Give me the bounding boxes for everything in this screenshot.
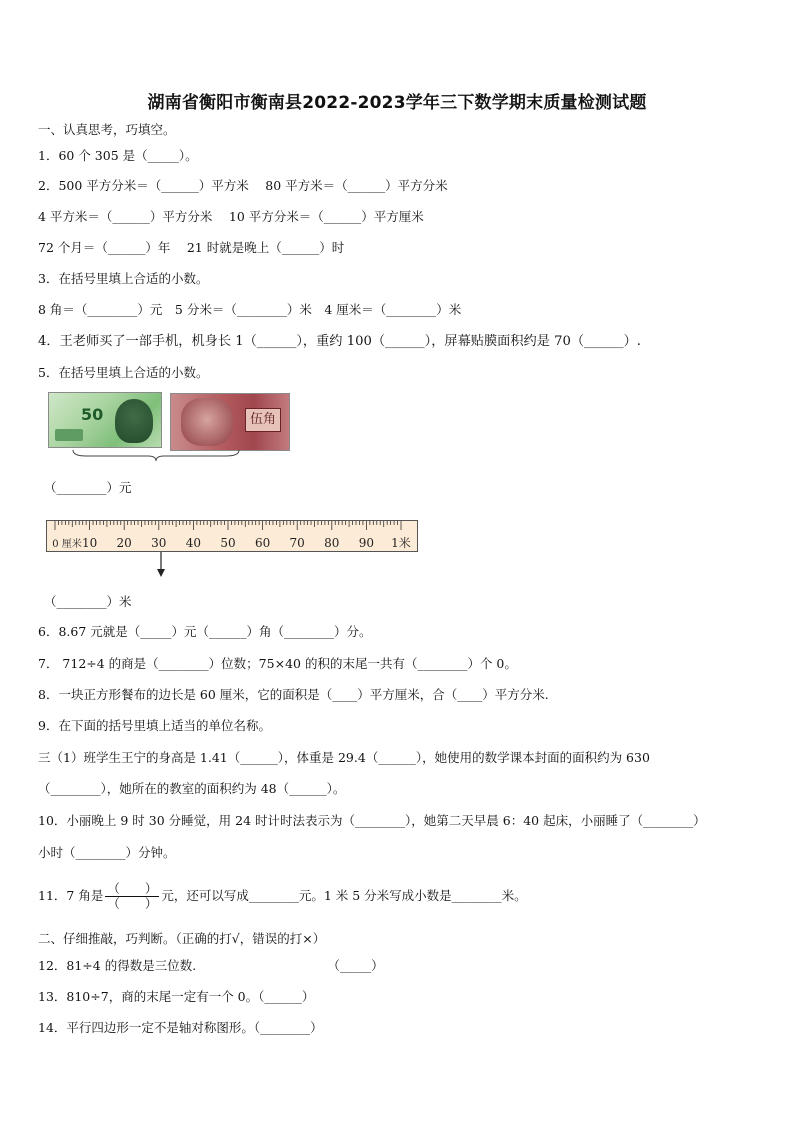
question-4: 4．王老师买了一部手机，机身长 1（______），重约 100（______），屏幕贴膜面积约是 70（______）. [38,334,641,349]
note-denomination: 50 [81,405,104,424]
question-9-text-line-1: 三（1）班学生王宁的身高是 1.41（______），体重是 29.4（______），她使用的数学课本封面的面积约为 630 [38,750,650,765]
fraction-numerator: （ ） [107,881,158,896]
question-7: 7． 712÷4 的商是（________）位数；75×40 的积的末尾一共有（________）个 0。 [38,656,517,671]
portrait-image [115,399,153,443]
section-2-heading: 二、仔细推敲，巧判断。（正确的打√，错误的打×） [38,931,326,946]
question-11-rest: 元，还可以写成________元。1 米 5 分米写成小数是________米。 [161,888,527,903]
ruler-label: 1米 [391,536,411,550]
question-10-line-2: 小时（________）分钟。 [38,845,176,860]
note-decoration [55,429,83,441]
fraction-denominator: （ ） [107,896,158,911]
fraction [105,882,159,911]
section-1-heading: 一、认真思考，巧填空。 [38,122,176,137]
question-1: 1．60 个 305 是（_____）。 [38,148,198,163]
question-5-money-answer: （________）元 [44,480,132,495]
question-5: 5．在括号里填上合适的小数。 [38,365,209,380]
question-11 [38,882,527,911]
question-9: 9．在下面的括号里填上适当的单位名称。 [38,718,271,733]
ruler-label: 90 [358,536,375,550]
question-3: 3．在括号里填上合适的小数。 [38,271,209,286]
ruler-label: 80 [324,536,340,550]
ruler-label: 60 [254,536,271,550]
figures-image [181,398,233,446]
ruler-label: 50 [220,536,236,550]
arrow-down-icon [153,552,169,578]
fifty-yuan-banknote-image [48,392,162,448]
question-2-line-1: 2．500 平方分米＝（______）平方米 80 平方米＝（______）平方分米 [38,178,448,193]
question-5-ruler-answer: （________）米 [44,594,132,609]
question-2-line-2: 4 平方米＝（______）平方分米 10 平方分米＝（______）平方厘米 [38,209,424,224]
question-6: 6．8.67 元就是（_____）元（______）角（________）分。 [38,624,372,639]
ruler-label: 70 [289,536,305,550]
question-10-line-1: 10．小丽晚上 9 时 30 分睡觉，用 24 时计时法表示为（________），她第二天早晨 6：40 起床，小丽睡了（________） [38,813,706,828]
question-12: 12．81÷4 的得数是三位数. （_____） [38,958,384,973]
ruler-label: 30 [151,536,167,550]
ruler-label: 20 [116,536,132,550]
ruler-label: 0 厘米 [52,539,82,550]
ruler-image [46,520,418,552]
question-3-items: 8 角＝（________）元 5 分米＝（________）米 4 厘米＝（________）米 [38,302,462,317]
ruler-label: 10 [81,536,98,550]
question-9-text-line-2: （________），她所在的教室的面积约为 48（______）。 [38,781,346,796]
question-11-prefix: 11．7 角是 [38,888,104,903]
five-jiao-banknote-image [170,393,290,451]
question-2-line-3: 72 个月＝（______）年 21 时就是晚上（______）时 [38,240,345,255]
question-13: 13．810÷7，商的末尾一定有一个 0。（______） [38,989,315,1004]
question-8: 8．一块正方形餐布的边长是 60 厘米，它的面积是（____）平方厘米，合（____）平方分米. [38,687,549,702]
ruler-ticks [47,521,419,553]
question-14: 14．平行四边形一定不是轴对称图形。（________） [38,1020,323,1035]
note-label: 伍角 [245,408,281,432]
brace-icon [72,448,240,462]
ruler-label: 40 [185,536,202,550]
page-title: 湖南省衡阳市衡南县2022-2023学年三下数学期末质量检测试题 [147,93,647,113]
